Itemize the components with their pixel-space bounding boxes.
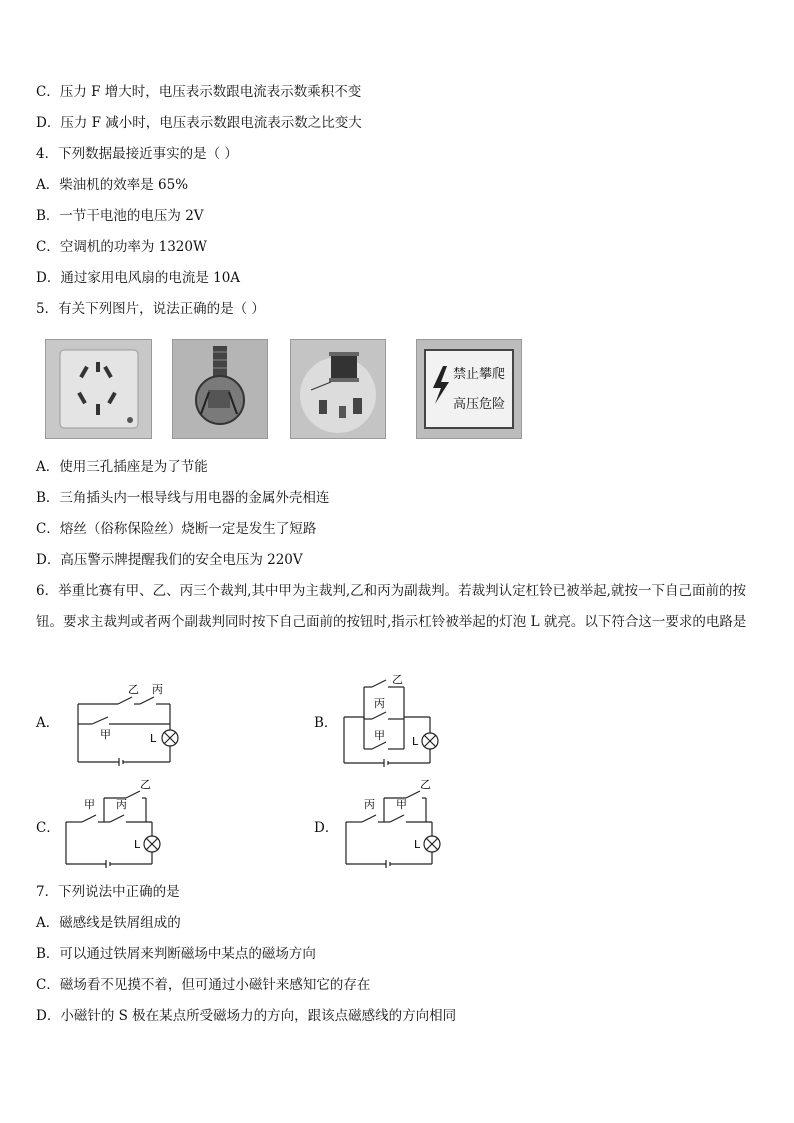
fuse-photo xyxy=(290,339,386,439)
switch-jia-label: 甲 xyxy=(396,798,407,811)
q6-option-b-label: B． xyxy=(314,715,338,731)
q5-option-a: A．使用三孔插座是为了节能 xyxy=(36,459,208,475)
q4-option-c: C．空调机的功率为 1320W xyxy=(36,239,207,255)
circuit-diagram-a xyxy=(66,680,196,774)
q7-option-a: A．磁感线是铁屑组成的 xyxy=(36,915,181,931)
q7-option-c: C．磁场看不见摸不着，但可通过小磁针来感知它的存在 xyxy=(36,977,371,993)
switch-jia-label: 甲 xyxy=(100,728,111,741)
switch-yi-label: 乙 xyxy=(128,683,139,696)
q4-option-d: D．通过家用电风扇的电流是 10A xyxy=(36,270,241,286)
switch-bing-label: 丙 xyxy=(364,798,375,811)
switch-jia-label: 甲 xyxy=(374,729,385,742)
q4-option-b: B．一节干电池的电压为 2V xyxy=(36,208,204,224)
q6-option-d-label: D． xyxy=(314,820,339,836)
circuit-diagram-b xyxy=(338,673,448,777)
sign-text-line1: 禁止攀爬 xyxy=(453,367,506,382)
q5-option-d: D．高压警示牌提醒我们的安全电压为 220V xyxy=(36,552,303,568)
switch-bing-label: 丙 xyxy=(152,683,163,696)
switch-yi-label: 乙 xyxy=(140,778,151,791)
switch-jia-label: 甲 xyxy=(84,798,95,811)
q4-stem: 4．下列数据最接近事实的是（ ） xyxy=(36,146,238,162)
high-voltage-sign-photo xyxy=(416,339,522,439)
lamp-label: L xyxy=(150,732,157,745)
q7-option-d: D．小磁针的 S 极在某点所受磁场力的方向，跟该点磁感线的方向相同 xyxy=(36,1008,457,1024)
q6-stem: 6．举重比赛有甲、乙、丙三个裁判,其中甲为主裁判,乙和丙为副裁判。若裁判认定杠铃已被举起,就按一下自己面前的按钮。要求主裁判或者两个副裁判同时按下自己面前的按钮时,指示杠铃被举起的灯泡 L 就亮。以下符合这一要求的电路是 xyxy=(36,583,747,630)
lamp-label: L xyxy=(414,838,421,851)
switch-bing-label: 丙 xyxy=(374,697,385,710)
q3-option-c: C．压力 F 增大时，电压表示数跟电流表示数乘积不变 xyxy=(36,84,362,100)
sign-text-line2: 高压危险 xyxy=(453,397,506,412)
switch-bing-label: 丙 xyxy=(116,798,127,811)
q3-option-d: D．压力 F 减小时，电压表示数跟电流表示数之比变大 xyxy=(36,115,362,131)
q6-option-a-label: A． xyxy=(36,715,60,731)
q7-stem: 7．下列说法中正确的是 xyxy=(36,884,180,900)
circuit-diagram-c xyxy=(60,778,180,874)
plug-wiring-photo xyxy=(172,339,268,439)
three-hole-socket-photo xyxy=(45,339,152,439)
lamp-label: L xyxy=(134,838,141,851)
q5-stem: 5．有关下列图片，说法正确的是（ ） xyxy=(36,301,265,317)
q7-option-b: B．可以通过铁屑来判断磁场中某点的磁场方向 xyxy=(36,946,316,962)
q6-option-c-label: C． xyxy=(36,820,60,836)
q5-option-b: B．三角插头内一根导线与用电器的金属外壳相连 xyxy=(36,490,330,506)
lamp-label: L xyxy=(412,735,419,748)
q4-option-a: A．柴油机的效率是 65% xyxy=(36,177,189,193)
switch-yi-label: 乙 xyxy=(420,778,431,791)
switch-yi-label: 乙 xyxy=(392,673,403,686)
q5-option-c: C．熔丝（俗称保险丝）烧断一定是发生了短路 xyxy=(36,521,317,537)
circuit-diagram-d xyxy=(340,778,460,874)
